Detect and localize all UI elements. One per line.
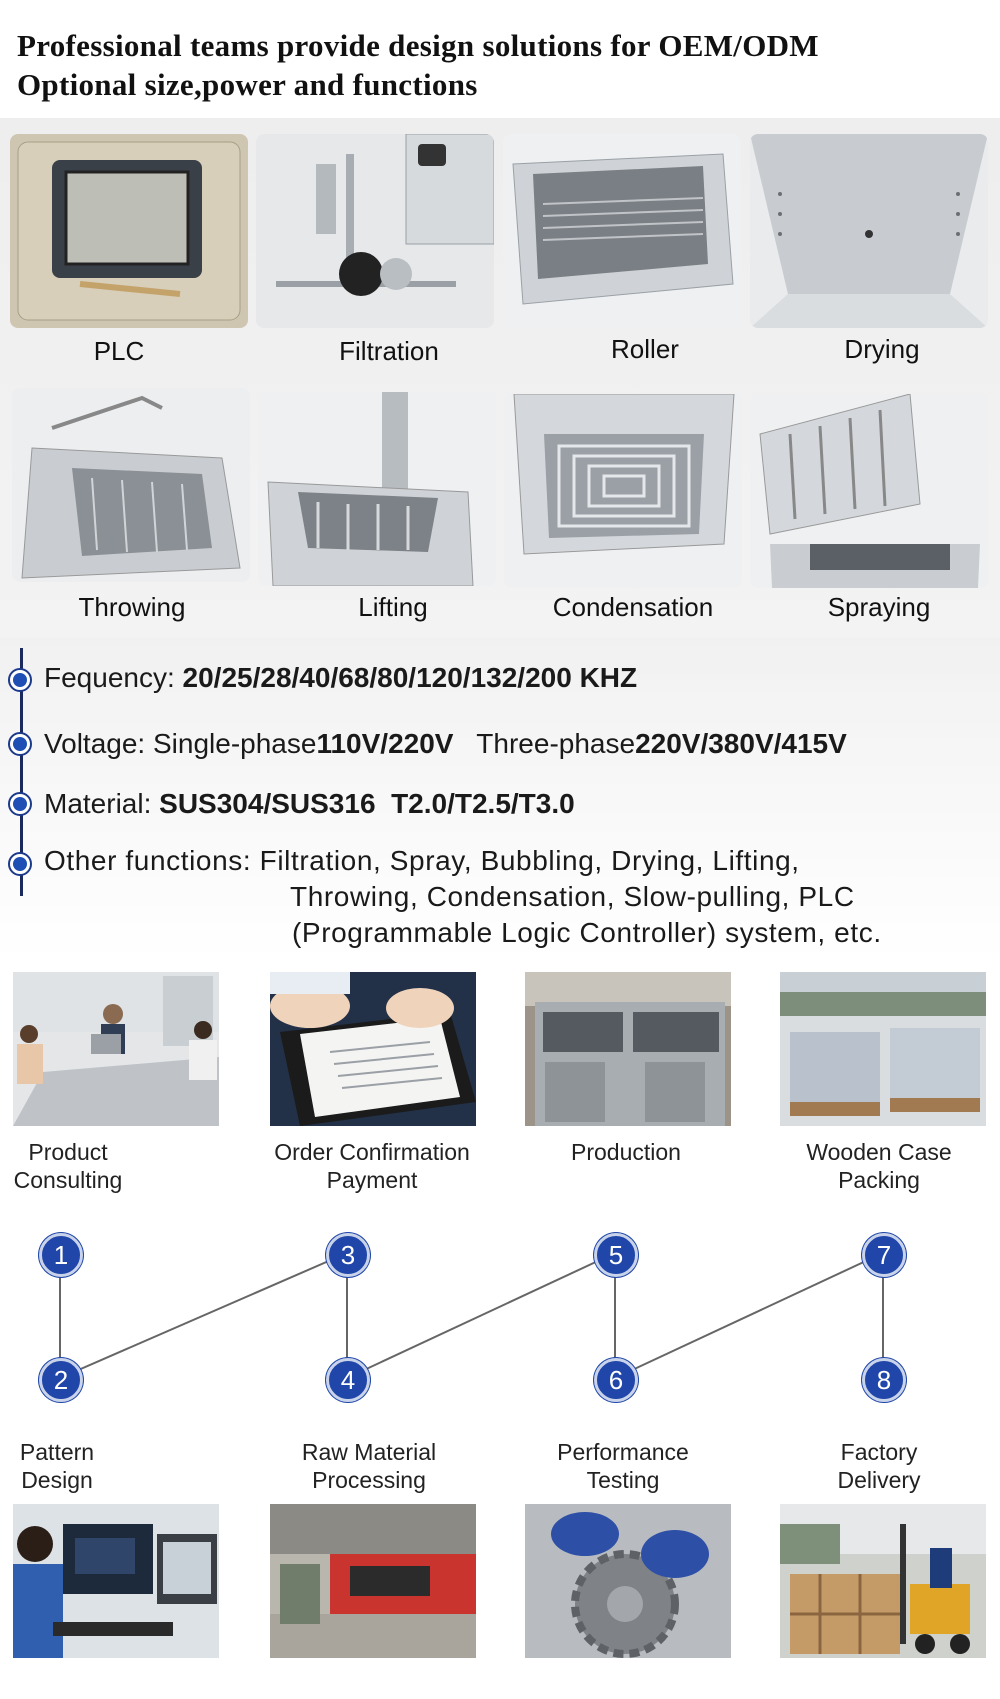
header-title-line2: Optional size,power and functions [17,67,478,102]
product-consulting-photo [13,972,219,1126]
production-photo [525,972,731,1126]
step-5-badge: 5 [594,1233,638,1277]
step-1-badge: 1 [39,1233,83,1277]
step-label-line2: Packing [838,1167,920,1193]
step-label-factory-delivery [759,1438,999,1494]
spec-bullet-icon [8,852,32,876]
step-label-raw-material [249,1438,489,1494]
spec-other-label: Other functions: [44,845,260,876]
spec-material-value: SUS304/SUS316 T2.0/T2.5/T3.0 [159,788,575,819]
step-label-line1: Performance [557,1439,689,1465]
spec-material [44,788,575,820]
spec-voltage-label: Voltage: Single-phase [44,728,317,759]
wooden-case-packing-photo [780,972,986,1126]
spraying-lid-photo [750,394,988,588]
spec-frequency-label: Fequency: [44,662,183,693]
spec-other-line1: Filtration, Spray, Bubbling, Drying, Lifting, [259,845,800,876]
step-label-line1: Wooden Case [806,1139,952,1165]
step-3-badge: 3 [326,1233,370,1277]
step-label-line1: Product [28,1139,108,1165]
feature-label-filtration: Filtration [339,336,439,366]
spec-voltage-three: 220V/380V/415V [635,728,847,759]
step-label-line2: Testing [586,1467,660,1493]
spec-other [44,845,800,877]
feature-label-plc: PLC [93,336,145,366]
step-label-performance-testing [503,1438,743,1494]
lifting-basket-photo [258,392,496,586]
feature-label-spraying: Spraying [827,592,931,622]
step-label-line2: Design [21,1467,93,1493]
feature-label-throwing: Throwing [78,592,186,622]
step-label-line1: Pattern [19,1439,95,1465]
step-label-line1: Factory [840,1439,918,1465]
spec-bullet-icon [8,668,32,692]
spec-material-label: Material: [44,788,160,819]
feature-label-lifting: Lifting [358,592,428,622]
factory-delivery-photo [780,1504,986,1658]
page-header [0,0,1000,118]
raw-material-processing-photo [270,1504,476,1658]
spec-bullet-icon [8,792,32,816]
plc-touchscreen-photo [10,134,248,328]
step-label-wooden-case-packing [759,1138,999,1194]
feature-label-condensation: Condensation [552,592,714,622]
spec-voltage-three-label: Three-phase [453,728,636,759]
condensation-coil-photo [504,394,742,588]
drying-tank-photo [750,134,988,328]
step-label-line2: Payment [326,1167,418,1193]
step-8-badge: 8 [862,1358,906,1402]
step-label-product-consulting [0,1138,188,1194]
header-title-line1: Professional teams provide design solutions for OEM/ODM [17,28,819,63]
step-label-line2: Processing [312,1467,426,1493]
pattern-design-photo [13,1504,219,1658]
performance-testing-photo [525,1504,731,1658]
order-confirmation-photo [270,972,476,1126]
process-flow-connector [0,1230,1000,1400]
step-label-line1: Raw Material [301,1439,437,1465]
step-6-badge: 6 [594,1358,638,1402]
step-label-line2: Consulting [13,1167,123,1193]
roller-basket-photo [503,134,741,328]
spec-other-line2: Throwing, Condensation, Slow-pulling, PLC [290,881,855,912]
spec-voltage-single: 110V/220V [316,728,454,759]
feature-label-drying: Drying [844,334,920,364]
spec-frequency-value: 20/25/28/40/68/80/120/132/200 KHZ [182,662,638,693]
spec-voltage [44,728,847,760]
step-label-line1: Production [571,1139,681,1165]
feature-label-roller: Roller [611,334,679,364]
step-label-line2: Delivery [837,1467,921,1493]
spec-other-line3: (Programmable Logic Controller) system, etc. [292,917,882,948]
throwing-basket-photo [12,388,250,582]
filtration-pump-photo [256,134,494,328]
step-4-badge: 4 [326,1358,370,1402]
step-label-production [506,1138,746,1166]
spec-frequency [44,662,637,694]
step-label-order-confirmation [252,1138,492,1194]
step-label-line1: Order Confirmation [274,1139,470,1165]
step-7-badge: 7 [862,1233,906,1277]
spec-bullet-icon [8,732,32,756]
step-label-pattern-design [0,1438,177,1494]
step-2-badge: 2 [39,1358,83,1402]
